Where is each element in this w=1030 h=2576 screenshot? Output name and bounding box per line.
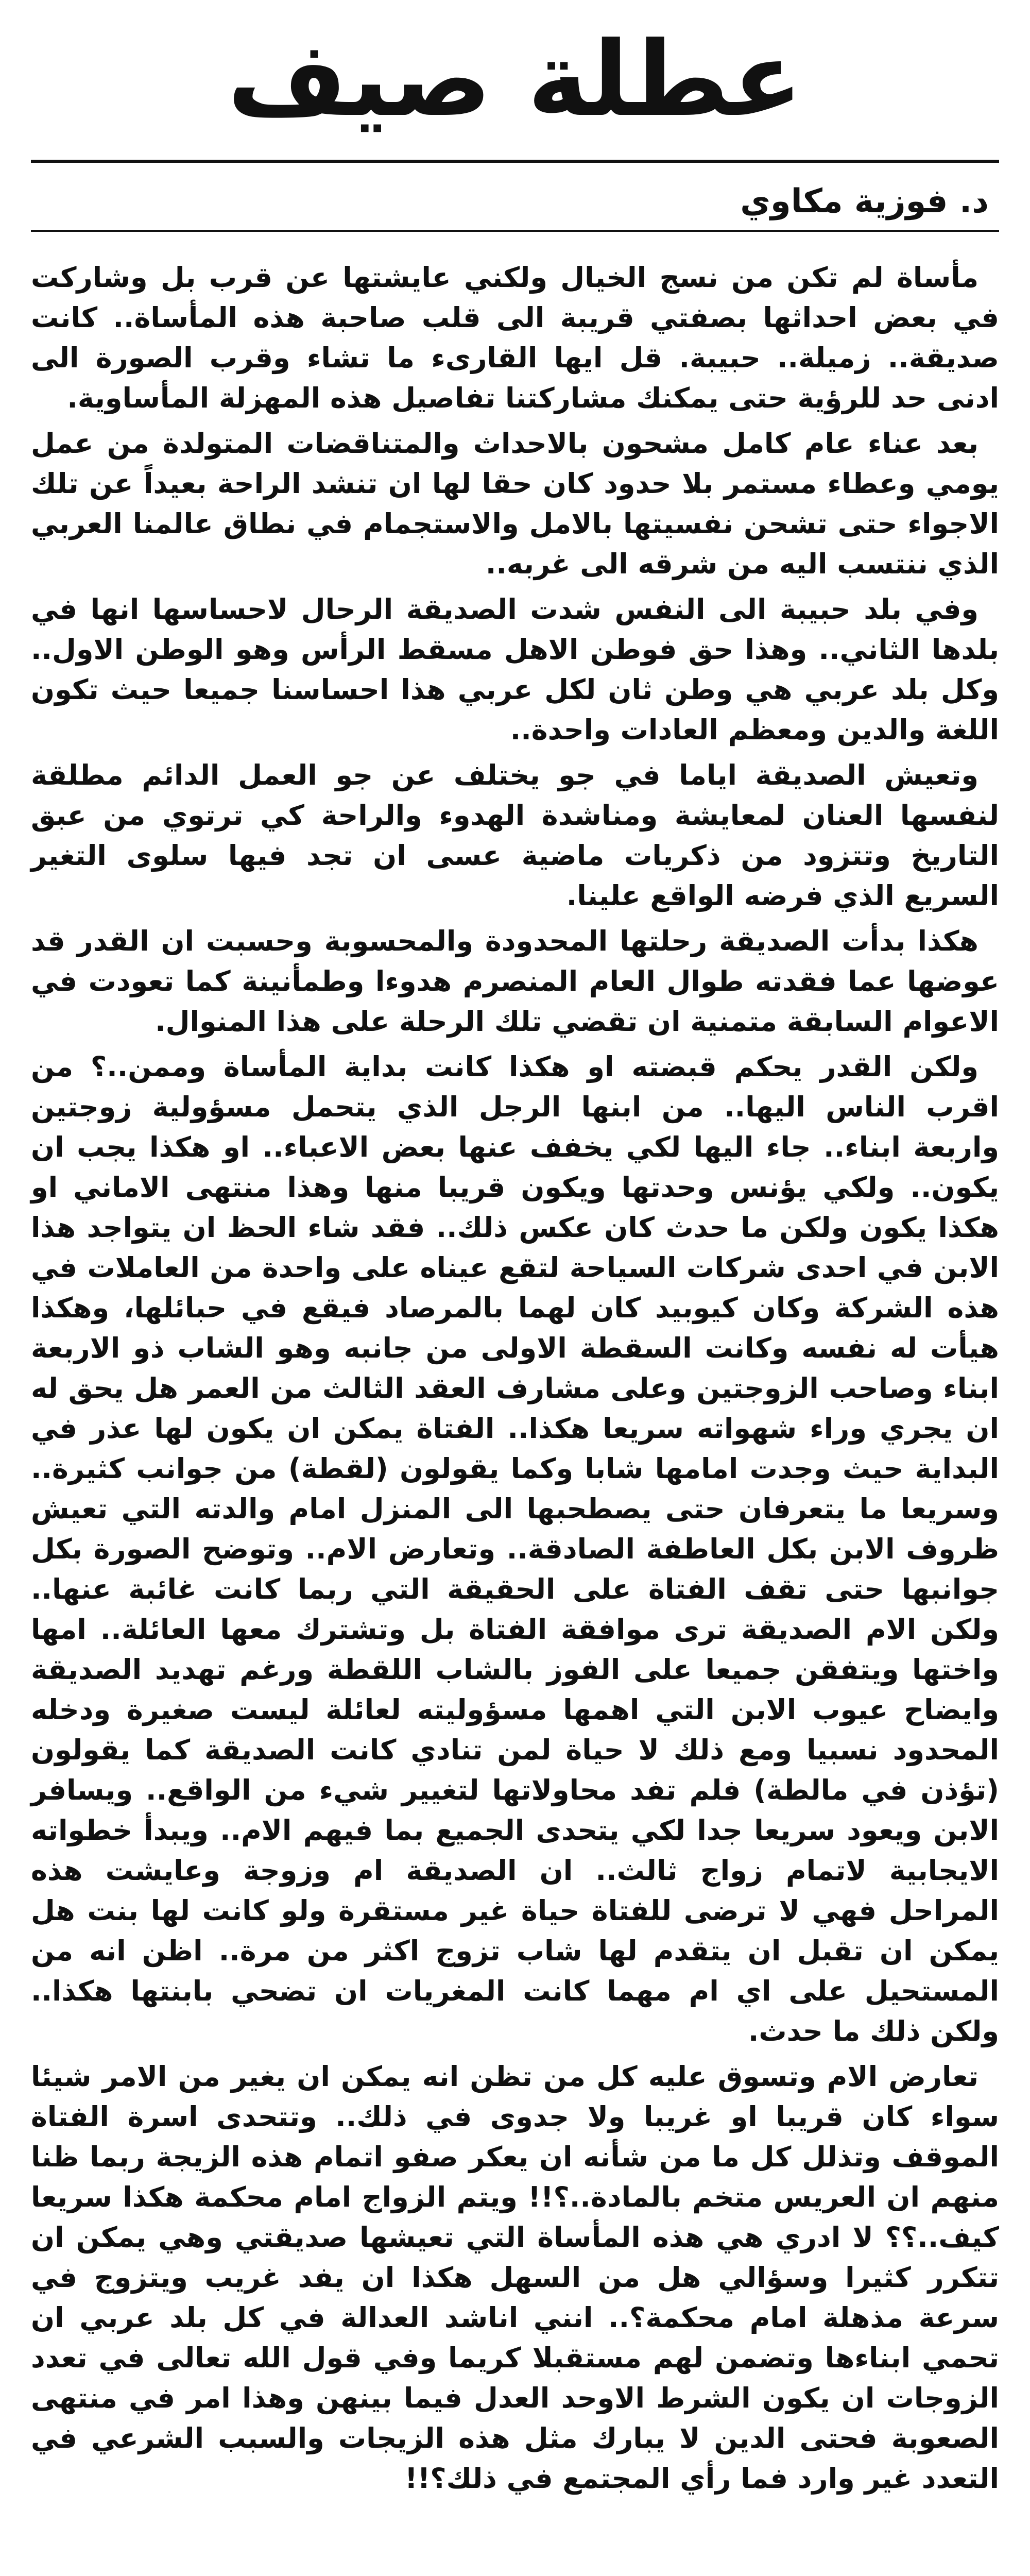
divider-top xyxy=(31,160,999,163)
paragraph: هكذا بدأت الصديقة رحلتها المحدودة والمحسوبة وحسبت ان القدر قد عوضها عما فقدته طوال العام المنصرم هدوءا وطمأنينة كما تعودت في الاعوام السابقة متمنية ان تقضي تلك الرحلة على هذا المنوال. xyxy=(31,925,999,1038)
paragraph: مأساة لم تكن من نسج الخيال ولكني عايشتها عن قرب بل وشاركت في بعض احداثها بصفتي قريبة الى قلب صاحبة هذه المأساة.. كانت صديقة.. زميلة.. حبيبة. قل ايها القارىء ما تشاء وقرب الصورة الى ادنى حد للرؤية حتى يمكنك مشاركتنا تفاصيل هذه المهزلة المأساوية. xyxy=(31,261,999,414)
article-headline: عطلة صيف xyxy=(227,20,803,140)
divider-bottom xyxy=(31,230,999,232)
paragraph: تعارض الام وتسوق عليه كل من تظن انه يمكن ان يغير من الامر شيئا سواء كان قريبا او غريبا ولا جدوى في ذلك.. وتتحدى اسرة الفتاة الموقف وتذلل كل ما من شأنه ان يعكر صفو اتمام هذه الزيجة ربما ظنا منهم ان العريس متخم بالمادة..؟!! ويتم الزواج امام محكمة هكذا سريعا كيف..؟؟ لا ادري هي هذه المأساة التي تعيشها صديقتي وهي يمكن ان تتكرر كثيرا وسؤالي هل من السهل هكذا ان يفد غريب ويتزوج في سرعة مذهلة امام محكمة؟.. انني اناشد العدالة في كل بلد عربي ان تحمي ابناءها وتضمن لهم مستقبلا كريما وفي قول الله تعالى في تعدد الزوجات ان يكون الشرط الاوحد العدل فيما بينهن وهذا امر في منتهى الصعوبة فحتى الدين لا يبارك مثل هذه الزيجات والسبب الشرعي في التعدد غير وارد فما رأي المجتمع في ذلك؟!! xyxy=(31,2060,999,2495)
article-byline: د. فوزية مكاوي xyxy=(740,182,989,221)
paragraph: بعد عناء عام كامل مشحون بالاحداث والمتناقضات المتولدة من عمل يومي وعطاء مستمر بلا حدود كان حقا لها ان تنشد الراحة بعيداً عن تلك الاجواء حتى تشحن نفسيتها بالامل والاستجمام في نطاق عالمنا العربي الذي ننتسب اليه من شرقه الى غربه.. xyxy=(31,427,999,580)
paragraph: وتعيش الصديقة اياما في جو يختلف عن جو العمل الدائم مطلقة لنفسها العنان لمعايشة ومناشدة الهدوء والراحة كي ترتوي من عبق التاريخ وتتزود من ذكريات ماضية عسى ان تجد فيها سلوى التغير السريع الذي فرضه الواقع علينا. xyxy=(31,759,999,912)
paragraph: ولكن القدر يحكم قبضته او هكذا كانت بداية المأساة وممن..؟ من اقرب الناس اليها.. من ابنها الرجل الذي يتحمل مسؤولية زوجتين واربعة ابناء.. جاء اليها لكي يخفف عنها بعض الاعباء.. او هكذا يجب ان يكون.. ولكي يؤنس وحدتها ويكون قريبا منها وهذا منتهى الاماني او هكذا يكون ولكن ما حدث كان عكس ذلك.. فقد شاء الحظ ان يتواجد هذا الابن في احدى شركات السياحة لتقع عيناه على واحدة من العاملات في هذه الشركة وكان كيوبيد كان لهما بالمرصاد فيقع في حبائلها، وهكذا هيأت له نفسه وكانت السقطة الاولى من جانبه وهو الشاب ذو الاربعة ابناء وصاحب الزوجتين وعلى مشارف العقد الثالث من العمر هل يحق له ان يجري وراء شهواته سريعا هكذا.. الفتاة يمكن ان يكون لها عذر في البداية حيث وجدت امامها شابا وكما يقولون (لقطة) من جوانب كثيرة.. وسريعا ما يتعرفان حتى يصطحبها الى المنزل امام والدته التي تعيش ظروف الابن بكل العاطفة الصادقة.. وتعارض الام.. وتوضح الصورة بكل جوانبها حتى تقف الفتاة على الحقيقة التي ربما كانت غائبة عنها.. ولكن الام الصديقة ترى موافقة الفتاة بل وتشترك معها العائلة.. امها واختها ويتفقن جميعا على الفوز بالشاب اللقطة ورغم تهديد الصديقة وايضاح عيوب الابن التي اهمها مسؤوليته لعائلة ليست صغيرة ودخله المحدود نسبيا ومع ذلك لا حياة لمن تنادي كانت الصديقة كما يقولون (تؤذن في مالطة) فلم تفد محاولاتها لتغيير شيء من الواقع.. ويسافر الابن ويعود سريعا جدا لكي يتحدى الجميع بما فيهم الام.. ويبدأ خطواته الايجابية لاتمام زواج ثالث.. ان الصديقة ام وزوجة وعايشت هذه المراحل فهي لا ترضى للفتاة حياة غير مستقرة ولو كانت لها بنت هل يمكن ان تقبل ان يتقدم لها شاب تزوج اكثر من مرة.. اظن انه من المستحيل على اي ام مهما كانت المغريات ان تضحي بابنتها هكذا.. ولكن ذلك ما حدث. xyxy=(31,1050,999,2047)
paragraph: وفي بلد حبيبة الى النفس شدت الصديقة الرحال لاحساسها انها في بلدها الثاني.. وهذا حق فوطن الاهل مسقط الرأس وهو الوطن الاول.. وكل بلد عربي هي وطن ثان لكل عربي هذا احساسنا جميعا حيث تكون اللغة والدين ومعظم العادات واحدة.. xyxy=(31,593,999,746)
article-body xyxy=(31,258,999,2499)
newspaper-article xyxy=(31,21,999,2576)
